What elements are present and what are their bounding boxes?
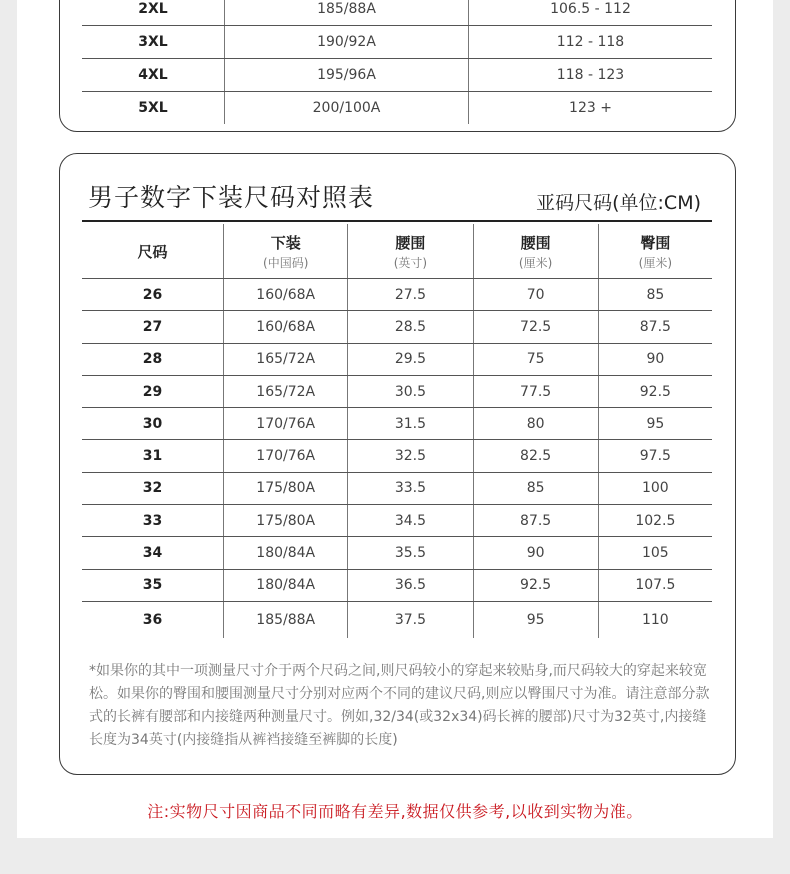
- size-table-card-top: [59, 0, 736, 132]
- table-cell: 27: [142, 318, 163, 335]
- range-cell: 118 - 123: [468, 59, 712, 91]
- table-cell: 27.5: [347, 279, 472, 310]
- table-header: [82, 224, 712, 279]
- table-cell: 28.5: [347, 311, 472, 342]
- table-row: [82, 92, 712, 124]
- table-cell: 34.5: [347, 505, 472, 536]
- table-cell: 110: [598, 602, 712, 638]
- header-cn-size: [223, 224, 347, 278]
- range-cell: 123 +: [468, 92, 712, 124]
- chart-title: 男子数字下装尺码对照表: [88, 183, 375, 212]
- disclaimer-text: 注:实物尺寸因商品不同而略有差异,数据仅供参考,以收到实物为准。: [147, 802, 643, 821]
- table-cell: 95: [598, 408, 712, 439]
- table-cell: 160/68A: [223, 311, 347, 342]
- table-cell: 33: [142, 512, 163, 529]
- table-cell: 107.5: [598, 570, 712, 601]
- title-divider: [82, 220, 712, 222]
- table-cell: 85: [473, 473, 598, 504]
- table-cell: 97.5: [598, 440, 712, 471]
- table-cell: 90: [473, 537, 598, 568]
- spec-cell: 190/92A: [224, 26, 468, 58]
- header-sublabel: (厘米): [518, 255, 553, 270]
- header-label: 下装: [270, 233, 301, 252]
- table-cell: 70: [473, 279, 598, 310]
- table-cell: 77.5: [473, 376, 598, 407]
- table-row: [82, 440, 712, 472]
- table-cell: 160/68A: [223, 279, 347, 310]
- size-cell: 2XL: [138, 1, 168, 17]
- table-cell: 35: [142, 577, 163, 594]
- chart-unit: 亚码尺码(单位:CM): [536, 192, 701, 214]
- table-cell: 31.5: [347, 408, 472, 439]
- table-row: [82, 0, 712, 26]
- table-cell: 28: [142, 351, 163, 368]
- size-note: *如果你的其中一项测量尺寸介于两个尺码之间,则尺码较小的穿起来较贴身,而尺码较大的穿起来较宽松。如果你的臀围和腰围测量尺寸分别对应两个不同的建议尺码,则应以臀围尺寸为准。请注意部分款式的长裤有腰部和内接缝两种测量尺寸。例如,32/34(或32x34)码长裤的腰部)尺寸为32英寸,内接缝长度为34英寸(内接缝指从裤裆接缝至裤脚的长度): [89, 663, 710, 748]
- table-row: [82, 602, 712, 638]
- table-cell: 35.5: [347, 537, 472, 568]
- table-cell: 72.5: [473, 311, 598, 342]
- table-cell: 30: [142, 415, 163, 432]
- table-row: [82, 505, 712, 537]
- table-cell: 31: [142, 448, 163, 465]
- table-cell: 82.5: [473, 440, 598, 471]
- table-cell: 175/80A: [223, 473, 347, 504]
- size-cell: 4XL: [138, 67, 168, 83]
- size-cell: 3XL: [138, 34, 168, 50]
- header-sublabel: (厘米): [638, 255, 673, 270]
- pants-size-table: [82, 224, 712, 638]
- table-cell: 102.5: [598, 505, 712, 536]
- table-cell: 80: [473, 408, 598, 439]
- header-label: 臀围: [640, 233, 671, 252]
- table-cell: 32: [142, 480, 163, 497]
- table-row: [82, 376, 712, 408]
- table-cell: 30.5: [347, 376, 472, 407]
- header-label: 尺码: [137, 242, 168, 261]
- table-row: [82, 59, 712, 92]
- table-cell: 75: [473, 344, 598, 375]
- table-cell: 29.5: [347, 344, 472, 375]
- table-cell: 165/72A: [223, 344, 347, 375]
- table-cell: 92.5: [598, 376, 712, 407]
- header-size: [82, 224, 223, 278]
- table-body: [82, 279, 712, 638]
- table-cell: 34: [142, 545, 163, 562]
- table-row: [82, 473, 712, 505]
- table-cell: 37.5: [347, 602, 472, 638]
- range-cell: 106.5 - 112: [468, 0, 712, 25]
- table-cell: 92.5: [473, 570, 598, 601]
- table-cell: 100: [598, 473, 712, 504]
- header-label: 腰围: [395, 233, 426, 252]
- table-row: [82, 537, 712, 569]
- table-cell: 87.5: [473, 505, 598, 536]
- table-row: [82, 408, 712, 440]
- table-row: [82, 570, 712, 602]
- table-row: [82, 311, 712, 343]
- header-sublabel: (中国码): [263, 255, 309, 270]
- header-waist-inch: [347, 224, 472, 278]
- table-cell: 85: [598, 279, 712, 310]
- table-row: [82, 279, 712, 311]
- table-cell: 180/84A: [223, 570, 347, 601]
- spec-cell: 195/96A: [224, 59, 468, 91]
- header-sublabel: (英寸): [393, 255, 428, 270]
- table-cell: 105: [598, 537, 712, 568]
- range-cell: 112 - 118: [468, 26, 712, 58]
- top-size-table: [82, 0, 712, 124]
- spec-cell: 185/88A: [224, 0, 468, 25]
- header-waist-cm: [473, 224, 598, 278]
- table-cell: 90: [598, 344, 712, 375]
- table-cell: 33.5: [347, 473, 472, 504]
- header-hip-cm: [598, 224, 712, 278]
- table-cell: 170/76A: [223, 408, 347, 439]
- table-cell: 170/76A: [223, 440, 347, 471]
- table-cell: 36: [142, 611, 163, 628]
- table-cell: 180/84A: [223, 537, 347, 568]
- table-cell: 32.5: [347, 440, 472, 471]
- table-cell: 175/80A: [223, 505, 347, 536]
- spec-cell: 200/100A: [224, 92, 468, 124]
- pants-size-chart-card: [59, 153, 736, 775]
- table-cell: 185/88A: [223, 602, 347, 638]
- table-cell: 87.5: [598, 311, 712, 342]
- table-row: [82, 26, 712, 59]
- table-cell: 95: [473, 602, 598, 638]
- header-label: 腰围: [520, 233, 551, 252]
- table-cell: 36.5: [347, 570, 472, 601]
- table-cell: 26: [142, 286, 163, 303]
- table-cell: 29: [142, 383, 163, 400]
- size-cell: 5XL: [138, 100, 168, 116]
- table-row: [82, 344, 712, 376]
- table-cell: 165/72A: [223, 376, 347, 407]
